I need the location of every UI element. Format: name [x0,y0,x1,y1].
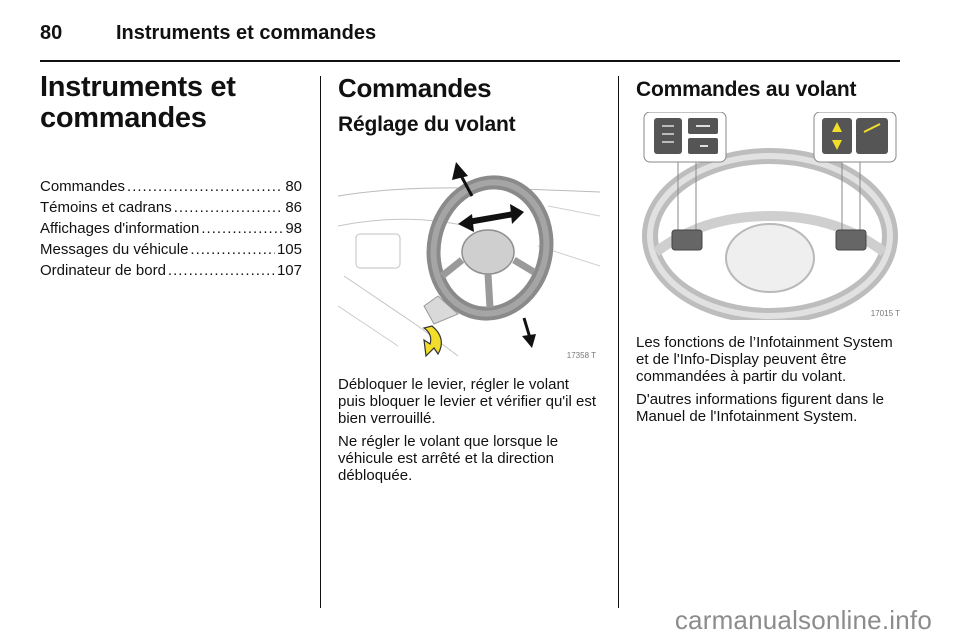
toc-item-label: Messages du véhicule [40,241,189,258]
running-title: Instruments et commandes [116,22,377,44]
toc-item-label: Témoins et cadrans [40,199,172,216]
chapter-title-line1: Instruments et [40,71,236,103]
toc-item-page: 107 [276,262,302,279]
wheel-controls-illustration [636,112,904,320]
toc-leader-dots [201,218,283,239]
left-column [40,72,302,281]
paragraph: Ne régler le volant que lorsque le véhicule est arrêté et la direction débloquée. [338,433,559,484]
chapter-title-line2: commandes [40,102,207,134]
header-rule [40,60,900,62]
steering-adjust-illustration [338,156,600,362]
figure-code: 17015 T [870,309,900,318]
table-of-contents [40,176,302,281]
toc-item-page: 105 [276,241,302,258]
toc-leader-dots [174,197,284,218]
toc-item[interactable] [40,218,302,239]
section-title-commandes-volant: Commandes au volant [636,78,857,101]
toc-leader-dots [168,260,275,281]
column-divider-left [320,76,321,608]
page-number: 80 [40,22,63,44]
toc-item-page: 80 [285,178,302,195]
watermark: carmanualsonline.info [674,605,932,635]
steering-wheel-drawing [338,156,600,362]
middle-column [338,72,600,490]
figure-code: 17358 T [566,351,596,360]
toc-item-page: 86 [285,199,302,216]
page-header [40,16,900,60]
toc-item[interactable] [40,176,302,197]
toc-item-page: 98 [285,220,302,237]
toc-item-label: Commandes [40,178,126,195]
toc-leader-dots [190,239,275,260]
section-title-commandes: Commandes [338,73,492,103]
toc-leader-dots [127,176,283,197]
steering-wheel-controls-drawing [636,112,904,320]
chapter-title [40,72,302,134]
toc-item-label: Ordinateur de bord [40,262,166,279]
toc-item[interactable] [40,197,302,218]
paragraph: Débloquer le levier, régler le volant puis bloquer le levier et vérifier qu'il est bien verrouillé. [338,376,596,427]
toc-item[interactable] [40,239,302,260]
toc-item-label: Affichages d'information [40,220,200,237]
paragraph: Les fonctions de l’Infotainment System et de l'Info-Display peuvent être commandées à partir du volant. [636,334,893,385]
right-column [636,72,904,431]
subsection-title-reglage: Réglage du volant [338,113,516,136]
column-divider-right [618,76,619,608]
paragraph: D'autres informations figurent dans le Manuel de l'Infotainment System. [636,391,884,425]
toc-item[interactable] [40,260,302,281]
